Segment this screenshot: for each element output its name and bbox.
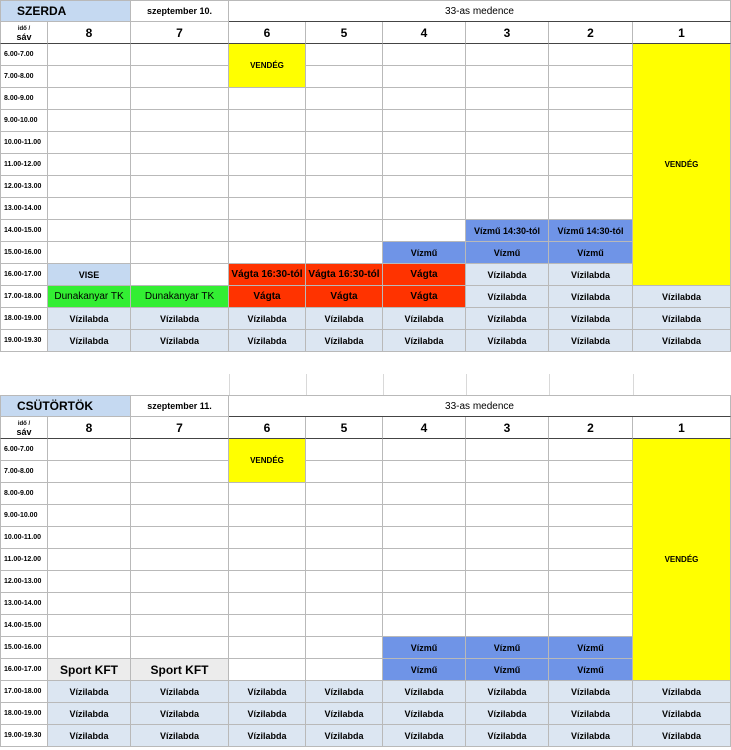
empty-slot[interactable] xyxy=(229,198,306,220)
empty-slot[interactable] xyxy=(383,176,466,198)
empty-slot[interactable] xyxy=(229,593,306,615)
lane-header-4: 4 xyxy=(383,417,466,439)
booking-slot[interactable]: Vízilabda xyxy=(466,725,549,747)
booking-slot[interactable]: Vízilabda xyxy=(229,330,306,352)
booking-slot[interactable]: Vízilabda xyxy=(466,681,549,703)
lane-header-7: 7 xyxy=(131,22,229,44)
empty-slot[interactable] xyxy=(131,549,229,571)
booking-slot[interactable]: Vízilabda xyxy=(383,330,466,352)
empty-slot[interactable] xyxy=(466,439,549,461)
time-slot: 11.00-12.00 xyxy=(0,549,48,571)
empty-slot[interactable] xyxy=(466,44,549,66)
empty-slot[interactable] xyxy=(549,66,633,88)
empty-slot[interactable] xyxy=(306,549,383,571)
lane-header-bottom: sáv xyxy=(16,426,32,437)
spacer-gridline xyxy=(549,374,550,395)
lane-header-5: 5 xyxy=(306,417,383,439)
empty-slot[interactable] xyxy=(48,44,131,66)
empty-slot[interactable] xyxy=(131,439,229,461)
time-slot: 15.00-16.00 xyxy=(0,242,48,264)
empty-slot[interactable] xyxy=(383,132,466,154)
time-slot: 12.00-13.00 xyxy=(0,176,48,198)
booking-slot[interactable]: VENDÉG xyxy=(633,439,731,681)
empty-slot[interactable] xyxy=(131,637,229,659)
booking-slot[interactable]: Vágta xyxy=(383,264,466,286)
empty-slot[interactable] xyxy=(131,461,229,483)
booking-slot[interactable]: Vízilabda xyxy=(131,703,229,725)
empty-slot[interactable] xyxy=(306,110,383,132)
empty-slot[interactable] xyxy=(549,593,633,615)
time-slot: 17.00-18.00 xyxy=(0,681,48,703)
empty-slot[interactable] xyxy=(466,461,549,483)
empty-slot[interactable] xyxy=(131,176,229,198)
booking-slot[interactable]: Vízilabda xyxy=(383,308,466,330)
lane-header-label xyxy=(0,417,48,439)
time-slot: 9.00-10.00 xyxy=(0,505,48,527)
booking-slot[interactable]: Vízilabda xyxy=(48,330,131,352)
empty-slot[interactable] xyxy=(48,593,131,615)
empty-slot[interactable] xyxy=(48,154,131,176)
time-slot: 8.00-9.00 xyxy=(0,483,48,505)
time-slot: 6.00-7.00 xyxy=(0,44,48,66)
empty-slot[interactable] xyxy=(383,615,466,637)
empty-slot[interactable] xyxy=(131,88,229,110)
time-slot: 15.00-16.00 xyxy=(0,637,48,659)
booking-slot[interactable]: Vágta xyxy=(383,286,466,308)
booking-slot[interactable]: Vízilabda xyxy=(466,308,549,330)
empty-slot[interactable] xyxy=(306,154,383,176)
booking-slot[interactable]: Vízmű 14:30-tól xyxy=(466,220,549,242)
booking-slot[interactable]: Vágta xyxy=(306,286,383,308)
empty-slot[interactable] xyxy=(306,44,383,66)
empty-slot[interactable] xyxy=(383,527,466,549)
empty-slot[interactable] xyxy=(466,198,549,220)
empty-slot[interactable] xyxy=(549,132,633,154)
empty-slot[interactable] xyxy=(383,549,466,571)
empty-slot[interactable] xyxy=(466,615,549,637)
empty-slot[interactable] xyxy=(48,88,131,110)
empty-slot[interactable] xyxy=(229,110,306,132)
empty-slot[interactable] xyxy=(466,176,549,198)
booking-slot[interactable]: Vízilabda xyxy=(306,330,383,352)
booking-slot[interactable]: Vízilabda xyxy=(549,286,633,308)
time-slot: 16.00-17.00 xyxy=(0,264,48,286)
lane-header-4: 4 xyxy=(383,22,466,44)
empty-slot[interactable] xyxy=(229,659,306,681)
empty-slot[interactable] xyxy=(306,66,383,88)
time-slot: 8.00-9.00 xyxy=(0,88,48,110)
booking-slot[interactable]: Vízilabda xyxy=(131,725,229,747)
empty-slot[interactable] xyxy=(306,242,383,264)
empty-slot[interactable] xyxy=(306,461,383,483)
empty-slot[interactable] xyxy=(48,439,131,461)
lane-header-top: idő / xyxy=(17,25,31,32)
lane-header-7: 7 xyxy=(131,417,229,439)
booking-slot[interactable]: Sport KFT xyxy=(131,659,229,681)
booking-slot[interactable]: Vízilabda xyxy=(383,725,466,747)
empty-slot[interactable] xyxy=(549,549,633,571)
booking-slot[interactable]: Vízmű xyxy=(466,637,549,659)
empty-slot[interactable] xyxy=(383,461,466,483)
empty-slot[interactable] xyxy=(549,615,633,637)
spacer-gridline xyxy=(306,374,307,395)
empty-slot[interactable] xyxy=(131,527,229,549)
pool-name: 33-as medence xyxy=(229,0,731,22)
empty-slot[interactable] xyxy=(306,132,383,154)
empty-slot[interactable] xyxy=(383,198,466,220)
booking-slot[interactable]: Vízilabda xyxy=(131,308,229,330)
lane-header-3: 3 xyxy=(466,22,549,44)
booking-slot[interactable]: Vágta 16:30-tól xyxy=(229,264,306,286)
empty-slot[interactable] xyxy=(131,220,229,242)
booking-slot[interactable]: Vízilabda xyxy=(48,703,131,725)
booking-slot[interactable]: Vízilabda xyxy=(549,725,633,747)
lane-header-top: idő / xyxy=(17,420,31,427)
spacer-gridline xyxy=(229,374,230,395)
empty-slot[interactable] xyxy=(306,659,383,681)
booking-slot[interactable]: Vízilabda xyxy=(549,330,633,352)
time-slot: 17.00-18.00 xyxy=(0,286,48,308)
empty-slot[interactable] xyxy=(229,527,306,549)
booking-slot[interactable]: Vízilabda xyxy=(549,703,633,725)
empty-slot[interactable] xyxy=(383,593,466,615)
empty-slot[interactable] xyxy=(466,505,549,527)
time-slot: 16.00-17.00 xyxy=(0,659,48,681)
booking-slot[interactable]: Vágta xyxy=(229,286,306,308)
lane-header-8: 8 xyxy=(48,417,131,439)
time-slot: 10.00-11.00 xyxy=(0,527,48,549)
empty-slot[interactable] xyxy=(549,505,633,527)
lane-header-2: 2 xyxy=(549,22,633,44)
empty-slot[interactable] xyxy=(48,527,131,549)
lane-header-1: 1 xyxy=(633,417,731,439)
lane-header-label xyxy=(0,22,48,44)
booking-slot[interactable]: Vízmű xyxy=(466,659,549,681)
time-slot: 6.00-7.00 xyxy=(0,439,48,461)
empty-slot[interactable] xyxy=(48,505,131,527)
booking-slot[interactable]: Vízilabda xyxy=(549,681,633,703)
empty-slot[interactable] xyxy=(466,66,549,88)
empty-slot[interactable] xyxy=(306,637,383,659)
time-slot: 7.00-8.00 xyxy=(0,66,48,88)
booking-slot[interactable]: VENDÉG xyxy=(229,439,306,483)
empty-slot[interactable] xyxy=(549,88,633,110)
empty-slot[interactable] xyxy=(131,154,229,176)
empty-slot[interactable] xyxy=(466,88,549,110)
booking-slot[interactable]: Vágta 16:30-tól xyxy=(306,264,383,286)
empty-slot[interactable] xyxy=(131,198,229,220)
booking-slot[interactable]: Vízilabda xyxy=(549,308,633,330)
empty-slot[interactable] xyxy=(383,66,466,88)
time-slot: 13.00-14.00 xyxy=(0,198,48,220)
empty-slot[interactable] xyxy=(306,527,383,549)
empty-slot[interactable] xyxy=(48,220,131,242)
booking-slot[interactable]: VENDÉG xyxy=(633,44,731,286)
booking-slot[interactable]: Vízilabda xyxy=(306,681,383,703)
lane-header-2: 2 xyxy=(549,417,633,439)
empty-slot[interactable] xyxy=(131,44,229,66)
empty-slot[interactable] xyxy=(383,571,466,593)
empty-slot[interactable] xyxy=(131,505,229,527)
date-label: szeptember 11. xyxy=(131,395,229,417)
empty-slot[interactable] xyxy=(229,549,306,571)
booking-slot[interactable]: Dunakanyar TK xyxy=(48,286,131,308)
empty-slot[interactable] xyxy=(383,483,466,505)
time-slot: 9.00-10.00 xyxy=(0,110,48,132)
booking-slot[interactable]: Vízmű xyxy=(549,242,633,264)
time-slot: 19.00-19.30 xyxy=(0,330,48,352)
booking-slot[interactable]: Vízilabda xyxy=(229,703,306,725)
booking-slot[interactable]: Vízilabda xyxy=(633,308,731,330)
time-slot: 7.00-8.00 xyxy=(0,461,48,483)
empty-slot[interactable] xyxy=(229,176,306,198)
empty-slot[interactable] xyxy=(229,637,306,659)
booking-slot[interactable]: Vízilabda xyxy=(306,308,383,330)
time-slot: 18.00-19.00 xyxy=(0,308,48,330)
empty-slot[interactable] xyxy=(48,198,131,220)
empty-slot[interactable] xyxy=(549,176,633,198)
lane-header-6: 6 xyxy=(229,22,306,44)
empty-slot[interactable] xyxy=(229,132,306,154)
empty-slot[interactable] xyxy=(383,88,466,110)
booking-slot[interactable]: Vízilabda xyxy=(383,703,466,725)
empty-slot[interactable] xyxy=(131,132,229,154)
booking-slot[interactable]: Vízmű xyxy=(383,242,466,264)
booking-slot[interactable]: Vízilabda xyxy=(48,725,131,747)
empty-slot[interactable] xyxy=(48,483,131,505)
empty-slot[interactable] xyxy=(48,110,131,132)
empty-slot[interactable] xyxy=(48,571,131,593)
spacer-gridline xyxy=(466,374,467,395)
time-slot: 10.00-11.00 xyxy=(0,132,48,154)
empty-slot[interactable] xyxy=(466,154,549,176)
empty-slot[interactable] xyxy=(383,44,466,66)
empty-slot[interactable] xyxy=(48,549,131,571)
time-slot: 13.00-14.00 xyxy=(0,593,48,615)
time-slot: 14.00-15.00 xyxy=(0,615,48,637)
booking-slot[interactable]: Vízmű xyxy=(383,637,466,659)
empty-slot[interactable] xyxy=(229,88,306,110)
lane-header-8: 8 xyxy=(48,22,131,44)
empty-slot[interactable] xyxy=(229,220,306,242)
booking-slot[interactable]: Vízilabda xyxy=(306,703,383,725)
empty-slot[interactable] xyxy=(131,110,229,132)
booking-slot[interactable]: Vízilabda xyxy=(466,286,549,308)
empty-slot[interactable] xyxy=(306,505,383,527)
booking-slot[interactable]: Vízilabda xyxy=(229,681,306,703)
booking-slot[interactable]: Vízmű xyxy=(466,242,549,264)
empty-slot[interactable] xyxy=(466,132,549,154)
day-title: CSÜTÖRTÖK xyxy=(0,395,131,417)
empty-slot[interactable] xyxy=(306,593,383,615)
booking-slot[interactable]: Vízilabda xyxy=(633,286,731,308)
booking-slot[interactable]: VISE xyxy=(48,264,131,286)
empty-slot[interactable] xyxy=(466,483,549,505)
booking-slot[interactable]: Sport KFT xyxy=(48,659,131,681)
empty-slot[interactable] xyxy=(48,242,131,264)
empty-slot[interactable] xyxy=(229,154,306,176)
booking-slot[interactable]: Vízmű xyxy=(383,659,466,681)
booking-slot[interactable]: Vízilabda xyxy=(131,330,229,352)
day-title: SZERDA xyxy=(0,0,131,22)
lane-header-5: 5 xyxy=(306,22,383,44)
empty-slot[interactable] xyxy=(466,110,549,132)
time-slot: 11.00-12.00 xyxy=(0,154,48,176)
booking-slot[interactable]: Vízilabda xyxy=(131,681,229,703)
lane-header-bottom: sáv xyxy=(16,31,32,42)
booking-slot[interactable]: Dunakanyar TK xyxy=(131,286,229,308)
empty-slot[interactable] xyxy=(549,110,633,132)
empty-slot[interactable] xyxy=(306,220,383,242)
empty-slot[interactable] xyxy=(131,483,229,505)
lane-header-3: 3 xyxy=(466,417,549,439)
booking-slot[interactable]: Vízilabda xyxy=(306,725,383,747)
time-slot: 18.00-19.00 xyxy=(0,703,48,725)
empty-slot[interactable] xyxy=(383,154,466,176)
empty-slot[interactable] xyxy=(306,439,383,461)
empty-slot[interactable] xyxy=(131,66,229,88)
empty-slot[interactable] xyxy=(549,483,633,505)
booking-slot[interactable]: VENDÉG xyxy=(229,44,306,88)
empty-slot[interactable] xyxy=(131,264,229,286)
empty-slot[interactable] xyxy=(549,44,633,66)
time-slot: 14.00-15.00 xyxy=(0,220,48,242)
empty-slot[interactable] xyxy=(306,483,383,505)
empty-slot[interactable] xyxy=(306,615,383,637)
empty-slot[interactable] xyxy=(229,242,306,264)
booking-slot[interactable]: Vízilabda xyxy=(383,681,466,703)
empty-slot[interactable] xyxy=(383,505,466,527)
empty-slot[interactable] xyxy=(48,66,131,88)
lane-header-6: 6 xyxy=(229,417,306,439)
empty-slot[interactable] xyxy=(383,220,466,242)
empty-slot[interactable] xyxy=(549,527,633,549)
empty-slot[interactable] xyxy=(131,571,229,593)
empty-slot[interactable] xyxy=(229,505,306,527)
booking-slot[interactable]: Vízilabda xyxy=(48,681,131,703)
empty-slot[interactable] xyxy=(48,615,131,637)
empty-slot[interactable] xyxy=(229,571,306,593)
empty-slot[interactable] xyxy=(549,571,633,593)
empty-slot[interactable] xyxy=(549,154,633,176)
empty-slot[interactable] xyxy=(306,198,383,220)
booking-slot[interactable]: Vízilabda xyxy=(633,725,731,747)
time-slot: 19.00-19.30 xyxy=(0,725,48,747)
empty-slot[interactable] xyxy=(383,110,466,132)
booking-slot[interactable]: Vízilabda xyxy=(633,681,731,703)
empty-slot[interactable] xyxy=(48,637,131,659)
booking-slot[interactable]: Vízilabda xyxy=(633,330,731,352)
empty-slot[interactable] xyxy=(48,132,131,154)
empty-slot[interactable] xyxy=(466,527,549,549)
empty-slot[interactable] xyxy=(131,593,229,615)
empty-slot[interactable] xyxy=(466,549,549,571)
date-label: szeptember 10. xyxy=(131,0,229,22)
empty-slot[interactable] xyxy=(48,176,131,198)
spacer-gridline xyxy=(633,374,634,395)
lane-header-1: 1 xyxy=(633,22,731,44)
booking-slot[interactable]: Vízmű xyxy=(549,637,633,659)
spacer-gridline xyxy=(383,374,384,395)
booking-slot[interactable]: Vízilabda xyxy=(549,264,633,286)
empty-slot[interactable] xyxy=(383,439,466,461)
empty-slot[interactable] xyxy=(466,571,549,593)
booking-slot[interactable]: Vízilabda xyxy=(229,308,306,330)
booking-slot[interactable]: Vízilabda xyxy=(633,703,731,725)
pool-name: 33-as medence xyxy=(229,395,731,417)
booking-slot[interactable]: Vízilabda xyxy=(466,703,549,725)
empty-slot[interactable] xyxy=(306,571,383,593)
booking-slot[interactable]: Vízmű xyxy=(549,659,633,681)
empty-slot[interactable] xyxy=(131,615,229,637)
booking-slot[interactable]: Vízmű 14:30-tól xyxy=(549,220,633,242)
booking-slot[interactable]: Vízilabda xyxy=(466,264,549,286)
empty-slot[interactable] xyxy=(549,461,633,483)
booking-slot[interactable]: Vízilabda xyxy=(48,308,131,330)
empty-slot[interactable] xyxy=(131,242,229,264)
empty-slot[interactable] xyxy=(306,176,383,198)
empty-slot[interactable] xyxy=(229,483,306,505)
empty-slot[interactable] xyxy=(549,198,633,220)
empty-slot[interactable] xyxy=(229,615,306,637)
empty-slot[interactable] xyxy=(48,461,131,483)
time-slot: 12.00-13.00 xyxy=(0,571,48,593)
booking-slot[interactable]: Vízilabda xyxy=(229,725,306,747)
empty-slot[interactable] xyxy=(549,439,633,461)
empty-slot[interactable] xyxy=(466,593,549,615)
empty-slot[interactable] xyxy=(306,88,383,110)
booking-slot[interactable]: Vízilabda xyxy=(466,330,549,352)
